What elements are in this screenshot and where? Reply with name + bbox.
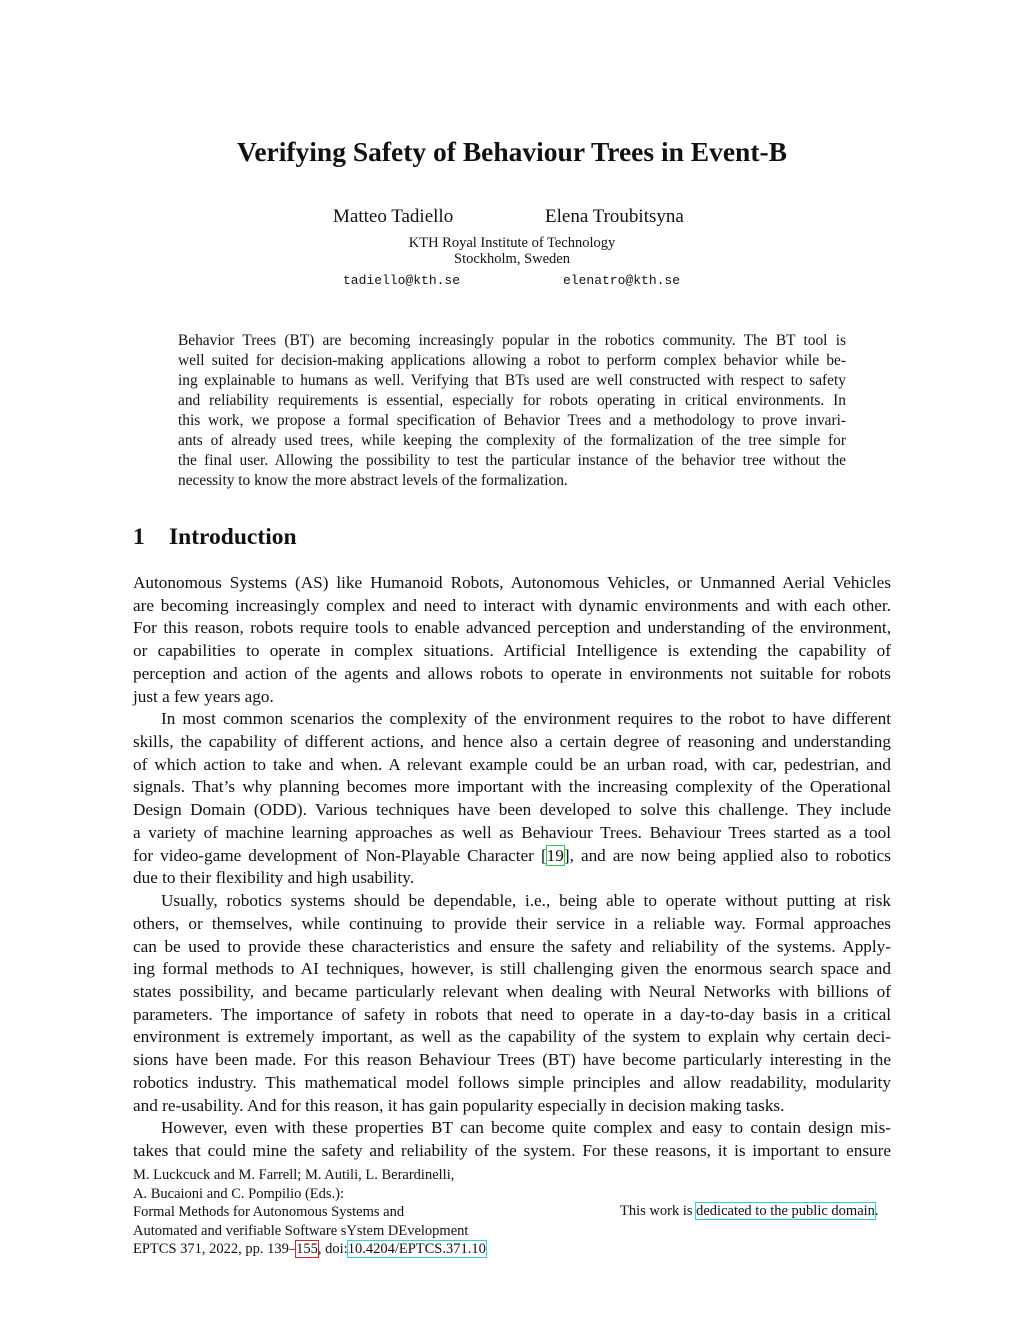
- abstract-line: and reliability requirements is essential, especially for robots operating in critical environments. In: [178, 392, 846, 409]
- body-line: or capabilities to operate in complex situations. Artificial Intelligence is extending the capability of: [133, 641, 891, 661]
- body-line: ing formal methods to AI techniques, however, is still challenging given the enormous search space and: [133, 959, 891, 979]
- paper-title: Verifying Safety of Behaviour Trees in Event-B: [237, 136, 787, 167]
- body-line: can be used to provide these characteristics and ensure the safety and reliability of the systems. Apply-: [133, 936, 891, 956]
- publication-line: [133, 1240, 486, 1259]
- venue-line: Formal Methods for Autonomous Systems and: [133, 1204, 405, 1221]
- abstract-line: ants of already used trees, while keeping the complexity of the formalization of the tree simple for: [178, 432, 846, 449]
- body-line: In most common scenarios the complexity of the environment requires to the robot to have different: [161, 709, 891, 729]
- body-line: Usually, robotics systems should be dependable, i.e., being able to operate without putting at risk: [161, 891, 891, 911]
- abstract-line: Behavior Trees (BT) are becoming increasingly popular in the robotics community. The BT tool is: [178, 332, 846, 349]
- author-name: Matteo Tadiello: [333, 206, 454, 227]
- license-note: [620, 1203, 879, 1220]
- body-line: robotics industry. This mathematical model follows simple principles and allow readability, modularity: [133, 1072, 891, 1092]
- affiliation-location: Stockholm, Sweden: [454, 251, 570, 267]
- publication-info: [133, 1166, 486, 1259]
- body-line: of which action to take and when. A relevant example could be an urban road, with car, pedestrian, and: [133, 754, 891, 774]
- doi-link[interactable]: 10.4204/EPTCS.371.10: [347, 1241, 486, 1258]
- venue-line: Automated and verifiable Software sYstem DEvelopment: [133, 1222, 469, 1239]
- section-number: 1: [133, 524, 145, 550]
- editors-line: A. Bucaioni and C. Pompilio (Eds.):: [133, 1185, 345, 1202]
- body-line: signals. That’s why planning becomes more important with the increasing complexity of the Operational: [133, 777, 891, 797]
- license-text: This work is: [620, 1203, 697, 1219]
- body-line: just a few years ago.: [133, 686, 274, 706]
- body-line: are becoming increasingly complex and need to interact with dynamic environments and with each other.: [133, 595, 891, 615]
- author-email: elenatro@kth.se: [563, 273, 681, 288]
- editors-line: M. Luckcuck and M. Farrell; M. Autili, L. Berardinelli,: [133, 1167, 455, 1183]
- section-title: Introduction: [169, 524, 297, 550]
- abstract-line: this work, we propose a formal specification of Behavior Trees and a methodology to prove invari-: [178, 412, 846, 429]
- section-heading: [133, 524, 297, 551]
- body-line: a variety of machine learning approaches as well as Behaviour Trees. Behaviour Trees started as a tool: [133, 822, 891, 842]
- abstract: [178, 331, 846, 491]
- author-name: Elena Troubitsyna: [545, 206, 684, 227]
- body-line: takes that could mine the safety and reliability of the system. For these reasons, it is important to ensure: [133, 1140, 891, 1160]
- affiliation-institution: KTH Royal Institute of Technology: [408, 235, 616, 251]
- license-period: .: [874, 1203, 879, 1219]
- body-line: parameters. The importance of safety in robots that need to operate in a day-to-day basis in a critical: [133, 1004, 891, 1024]
- citation-link[interactable]: 19: [546, 845, 564, 865]
- body-line: For this reason, robots require tools to enable advanced perception and understanding of the environment,: [133, 618, 891, 638]
- last-page-link[interactable]: 155: [296, 1241, 318, 1258]
- body-line: However, even with these properties BT can become quite complex and easy to contain design mis-: [161, 1118, 891, 1138]
- author-email: tadiello@kth.se: [343, 273, 461, 288]
- body-line: and re-usability. And for this reason, it has gain popularity especially in decision making tasks.: [133, 1095, 785, 1115]
- public-domain-link[interactable]: dedicated to the public domain: [696, 1203, 875, 1219]
- body-line: [133, 845, 891, 868]
- doi-label: , doi:: [317, 1241, 348, 1258]
- body-text: [133, 572, 891, 1163]
- pages-text: EPTCS 371, 2022, pp. 139–: [133, 1241, 297, 1258]
- line-text: for video-game development of Non-Playable Character [: [133, 845, 547, 865]
- body-line: sions have been made. For this reason Behaviour Trees (BT) have become particularly interesting in the: [133, 1050, 891, 1070]
- line-text: ], and are now being applied also to robotics: [563, 845, 891, 865]
- abstract-line: ing explainable to humans as well. Verifying that BTs used are well constructed with respect to safety: [178, 372, 846, 389]
- body-line: states possibility, and became particularly relevant when dealing with Neural Networks with billions of: [133, 981, 891, 1001]
- abstract-line: well suited for decision-making applications allowing a robot to perform complex behavior while be-: [178, 352, 846, 369]
- abstract-line: necessity to know the more abstract levels of the formalization.: [178, 472, 568, 489]
- body-line: others, or themselves, while continuing to provide their service in a reliable way. Formal approaches: [133, 913, 891, 933]
- body-line: perception and action of the agents and allows robots to operate in environments not suitable for robots: [133, 663, 891, 683]
- body-line: environment is extremely important, as well as the capability of the system to explain why certain deci-: [133, 1027, 891, 1047]
- body-line: Design Domain (ODD). Various techniques have been developed to solve this challenge. They include: [133, 800, 891, 820]
- abstract-line: the final user. Allowing the possibility to test the particular instance of the behavior tree without the: [178, 452, 846, 469]
- body-line: Autonomous Systems (AS) like Humanoid Robots, Autonomous Vehicles, or Unmanned Aerial Vehicles: [133, 573, 891, 592]
- body-line: skills, the capability of different actions, and hence also a certain degree of reasoning and understanding: [133, 732, 891, 752]
- body-line: due to their flexibility and high usability.: [133, 868, 414, 888]
